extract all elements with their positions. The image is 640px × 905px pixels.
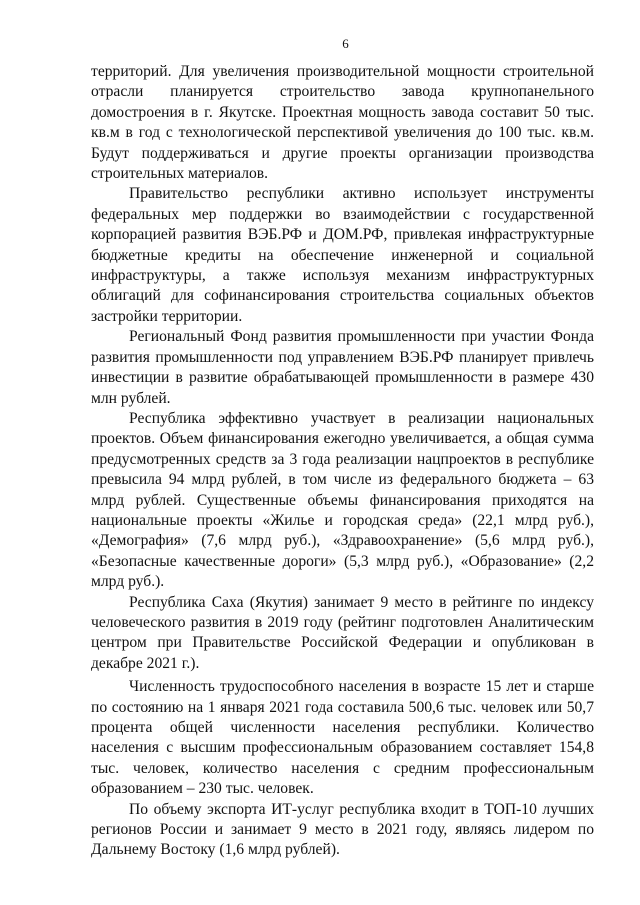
paragraph-workforce: Численность трудоспособного населения в возрасте 15 лет и старше по состоянию на 1 января 2021 года составила 500,6 тыс. человек или 50,7 процента общей численности населения республики. Количество населения с высшим профессиональным образованием составляет 154,8 тыс. человек, количество населения с средним профессиональным образованием – 230 тыс. человек. — [91, 678, 594, 798]
paragraph-it-export: По объему экспорта ИТ-услуг республика входит в ТОП-10 лучших регионов России и занимает 9 место в 2021 году, являясь лидером по Дальнему Востоку (1,6 млрд рублей). — [91, 800, 594, 859]
paragraph-human-development-rating: Республика Саха (Якутия) занимает 9 место в рейтинге по индексу человеческого развития в 2019 году (рейтинг подготовлен Аналитическим центром при Правительстве Российской Федерации и опубликован в декабре 2021 г.). — [91, 593, 594, 672]
paragraph-federal-support: Правительство республики активно использует инструменты федеральных мер поддержки во взаимодействии с государственной корпорацией развития ВЭБ.РФ и ДОМ.РФ, привлекая инфраструктурные бюджетные кредиты на обеспечение инженерной и социальной инфраструктуры, а также используя механизм инфраструктурных облигаций для софинансирования строительства социальных объектов застройки территории. — [91, 185, 594, 325]
page-number: 6 — [342, 36, 349, 51]
paragraph-industry-fund: Региональный Фонд развития промышленности при участии Фонда развития промышленности под управлением ВЭБ.РФ планирует привлечь инвестиции в развитие обрабатывающей промышленности в размере 430 млн рублей. — [91, 328, 594, 407]
paragraph-construction-continuation: территорий. Для увеличения производительной мощности строительной отрасли планируется строительство завода крупнопанельного домостроения в г. Якутске. Проектная мощность завода составит 50 тыс. кв.м в год с технологической перспективой увеличения до 100 тыс. кв.м. Будут поддерживаться и другие проекты организации производства строительных материалов. — [91, 63, 594, 183]
paragraph-national-projects: Республика эффективно участвует в реализации национальных проектов. Объем финансирования ежегодно увеличивается, а общая сумма предусмотренных средств за 3 года реализации нацпроектов в республике превысила 94 млрд рублей, в том числе из федерального бюджета – 63 млрд рублей. Существенные объемы финансирования приходятся на национальные проекты «Жилье и городская среда» (22,1 млрд руб.), «Демография» (7,6 млрд руб.), «Здравоохранение» (5,6 млрд руб.), «Безопасные качественные дороги» (5,3 млрд руб.), «Образование» (2,2 млрд руб.). — [91, 409, 594, 591]
